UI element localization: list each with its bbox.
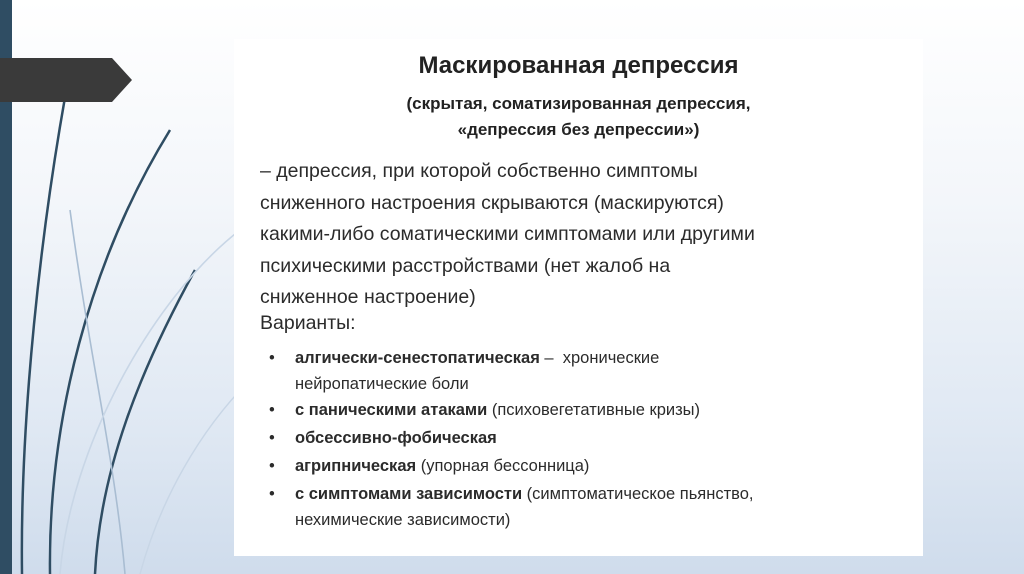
item-line2: нехимические зависимости)	[295, 511, 511, 529]
subtitle-line-2: «депрессия без депрессии»)	[457, 120, 700, 139]
item-bold: агрипническая	[295, 457, 417, 475]
bullet-icon: •	[269, 457, 275, 475]
definition-line-3: какими-либо соматическими симптомами или другими	[260, 223, 755, 245]
item-rest: (симптоматическое пьянство,	[522, 485, 754, 503]
definition-line-4: психическими расстройствами (нет жалоб на	[260, 254, 671, 277]
item-line2: нейропатические боли	[295, 375, 469, 393]
bullet-icon: •	[269, 401, 275, 419]
slide-title: Маскированная депрессия	[418, 52, 739, 79]
arrow-tab-marker	[0, 58, 132, 102]
item-rest: (упорная бессонница)	[416, 457, 590, 475]
definition-text	[260, 156, 910, 314]
slide-subtitle	[234, 91, 923, 143]
content-card	[234, 39, 923, 556]
item-bold: с симптомами зависимости	[295, 485, 523, 503]
item-bold: с паническими атаками	[295, 401, 488, 419]
definition-line-1: – депрессия, при которой собственно симптомы	[260, 160, 698, 182]
item-rest: – хронические	[539, 349, 660, 367]
item-bold: алгически-сенестопатическая	[295, 349, 540, 367]
bullet-icon: •	[269, 429, 275, 447]
definition-line-2: сниженного настроения скрываются (маскируются)	[260, 191, 724, 214]
definition-line-5: сниженное настроение)	[260, 286, 476, 308]
item-rest: (психовегетативные кризы)	[487, 401, 701, 419]
bullet-icon: •	[269, 485, 275, 503]
bullet-icon: •	[269, 349, 275, 367]
item-bold: обсессивно-фобическая	[295, 429, 497, 447]
variants-label: Варианты:	[260, 312, 356, 334]
subtitle-line-1: (скрытая, соматизированная депрессия,	[406, 94, 751, 113]
